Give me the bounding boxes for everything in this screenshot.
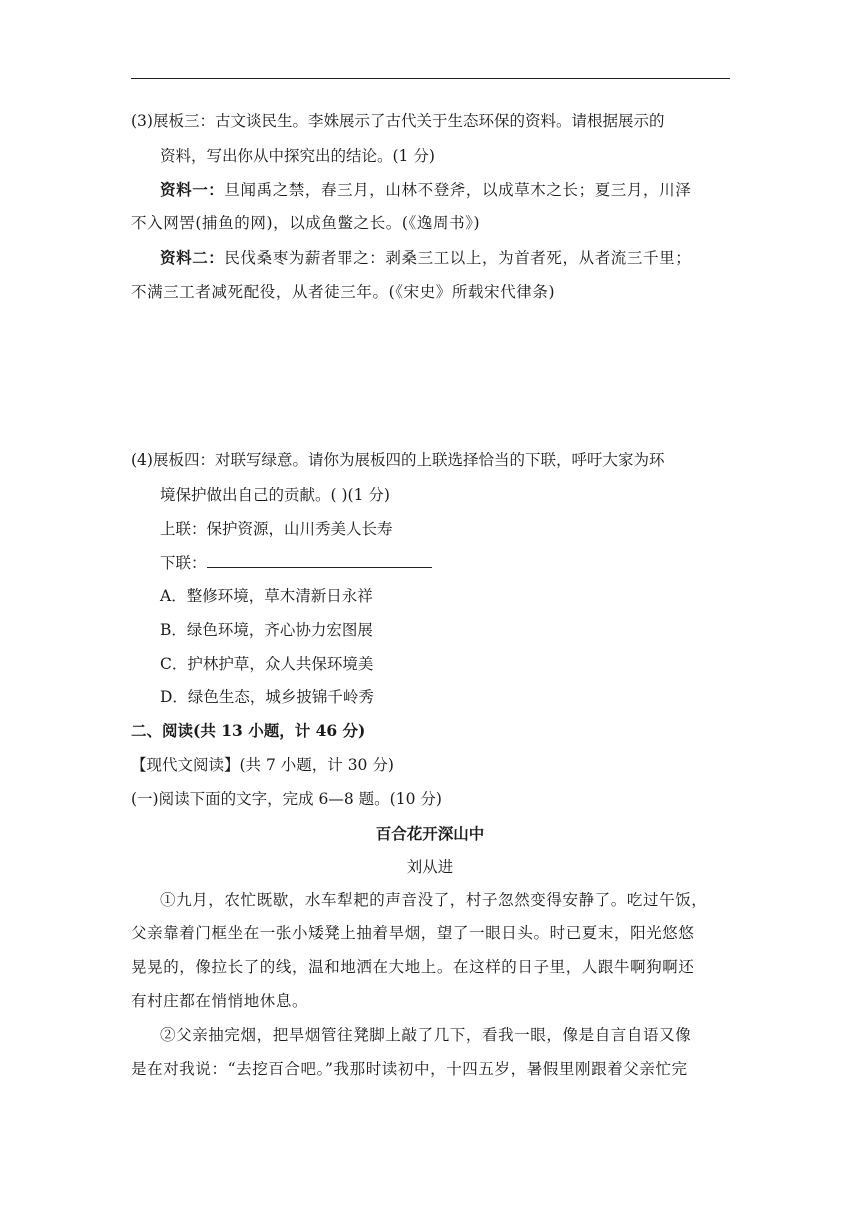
q3-line-1: (3)展板三：古文谈民生。李姝展示了古代关于生态环保的资料。请根据展示的 <box>131 112 665 130</box>
paragraph-1-line-3: 晃晃的，像拉长了的线，温和地洒在大地上。在这样的日子里，人跟牛啊狗啊还 <box>131 958 695 976</box>
material-two-label: 资料二： <box>160 248 225 267</box>
option-d: D．绿色生态，城乡披锦千岭秀 <box>160 688 374 706</box>
section-two-heading: 二、阅读(共 13 小题，计 46 分) <box>131 721 366 740</box>
upper-couplet: 上联：保护资源，山川秀美人长寿 <box>160 520 393 538</box>
material-one-label: 资料一： <box>160 180 225 199</box>
q3-line-2: 资料，写出你从中探究出的结论。(1 分) <box>160 147 435 165</box>
q4-line-1: (4)展板四：对联写绿意。请你为展板四的上联选择恰当的下联，呼吁大家为环 <box>131 451 665 469</box>
paragraph-1-line-4: 有村庄都在悄悄地休息。 <box>131 992 309 1010</box>
option-c: C．护林护草，众人共保环境美 <box>160 655 374 673</box>
header-rule <box>131 78 730 79</box>
option-a: A．整修环境，草木清新日永祥 <box>160 587 373 605</box>
article-author: 刘从进 <box>406 858 454 876</box>
material-one-line-2: 不入网罟(捕鱼的网)，以成鱼鳖之长。(《逸周书》) <box>131 214 481 232</box>
material-two-line-1 <box>160 248 691 268</box>
paragraph-2-line-2: 是在对我说：“去挖百合吧。”我那时读初中，十四五岁，暑假里刚跟着父亲忙完 <box>131 1060 688 1078</box>
article-title: 百合花开深山中 <box>375 825 485 843</box>
q4-line-2: 境保护做出自己的贡献。( )(1 分) <box>160 486 390 504</box>
material-two-line-2: 不满三工者减死配役，从者徒三年。(《宋史》所载宋代律条) <box>131 283 556 301</box>
answer-blank[interactable] <box>207 553 432 568</box>
modern-reading-heading: 【现代文阅读】(共 7 小题，计 30 分) <box>131 756 394 774</box>
lower-couplet <box>160 553 432 573</box>
material-one-line-1 <box>160 180 691 200</box>
lower-couplet-label: 下联： <box>160 554 207 572</box>
paragraph-1-line-1: ①九月，农忙既歇，水车犁耙的声音没了，村子忽然变得安静了。吃过午饭， <box>160 891 708 909</box>
part-one-instruction: (一)阅读下面的文字，完成 6—8 题。(10 分) <box>131 790 442 808</box>
paragraph-2-line-1: ②父亲抽完烟，把旱烟管往凳脚上敲了几下，看我一眼，像是自言自语又像 <box>160 1026 692 1044</box>
paragraph-1-line-2: 父亲靠着门框坐在一张小矮凳上抽着旱烟，望了一眼日头。时已夏末，阳光悠悠 <box>131 924 695 942</box>
material-two-text-1: 民伐桑枣为薪者罪之：剥桑三工以上，为首者死，从者流三千里； <box>224 249 692 267</box>
option-b: B．绿色环境，齐心协力宏图展 <box>160 621 373 639</box>
material-one-text-1: 旦闻禹之禁，春三月，山林不登斧，以成草木之长；夏三月，川泽 <box>224 181 692 199</box>
